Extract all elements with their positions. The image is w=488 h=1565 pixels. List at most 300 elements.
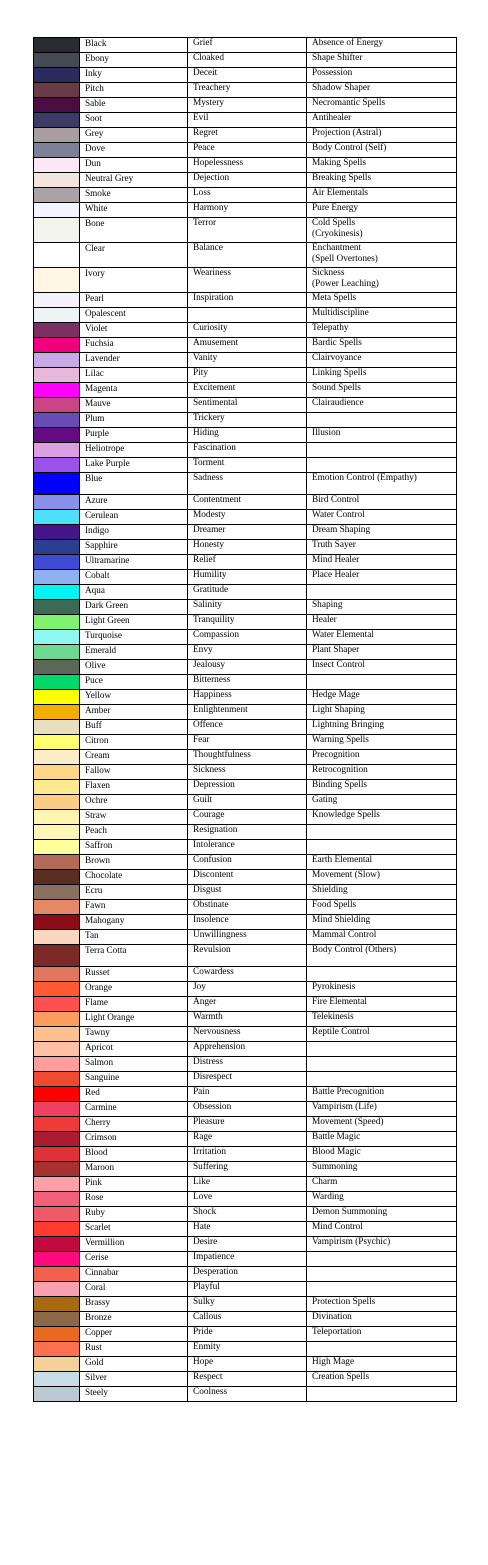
color-spell: Insect Control [307, 660, 457, 675]
color-emotion: Dejection [188, 173, 307, 188]
color-spell: Creation Spells [307, 1372, 457, 1387]
table-row [34, 510, 457, 525]
color-emotion: Hiding [188, 428, 307, 443]
color-spell: Necromantic Spells [307, 98, 457, 113]
color-swatch [34, 525, 80, 540]
swatch-chip [34, 338, 79, 352]
swatch-chip [34, 600, 79, 614]
swatch-chip [34, 615, 79, 629]
table-row [34, 1357, 457, 1372]
color-swatch [34, 840, 80, 855]
color-name: Tawny [80, 1027, 188, 1042]
color-spell: Telepathy [307, 323, 457, 338]
color-name: Lilac [80, 368, 188, 383]
color-emotion: Love [188, 1192, 307, 1207]
table-row [34, 458, 457, 473]
color-spell: Teleportation [307, 1327, 457, 1342]
table-row [34, 1282, 457, 1297]
table-row [34, 555, 457, 570]
color-emotion: Sulky [188, 1297, 307, 1312]
table-row [34, 1387, 457, 1402]
color-emotion: Bitterness [188, 675, 307, 690]
color-swatch [34, 915, 80, 930]
color-emotion: Inspiration [188, 293, 307, 308]
color-name: Opalescent [80, 308, 188, 323]
table-row [34, 1237, 457, 1252]
color-emotion: Tranquility [188, 615, 307, 630]
swatch-chip [34, 1177, 79, 1191]
table-row [34, 840, 457, 855]
color-swatch [34, 690, 80, 705]
table-row [34, 915, 457, 930]
color-emotion: Modesty [188, 510, 307, 525]
color-emotion: Callous [188, 1312, 307, 1327]
color-emotion: Insolence [188, 915, 307, 930]
color-spell: Shielding [307, 885, 457, 900]
swatch-chip [34, 1117, 79, 1131]
color-swatch [34, 458, 80, 473]
color-emotion: Rage [188, 1132, 307, 1147]
color-swatch [34, 645, 80, 660]
color-name: Gold [80, 1357, 188, 1372]
color-swatch [34, 495, 80, 510]
swatch-chip [34, 1057, 79, 1071]
color-swatch [34, 660, 80, 675]
color-name: Fawn [80, 900, 188, 915]
color-spell: Bird Control [307, 495, 457, 510]
color-emotion: Disgust [188, 885, 307, 900]
color-spell: Pure Energy [307, 203, 457, 218]
color-swatch [34, 1177, 80, 1192]
color-swatch [34, 98, 80, 113]
color-swatch [34, 1117, 80, 1132]
color-emotion: Humility [188, 570, 307, 585]
color-spell: Water Control [307, 510, 457, 525]
color-swatch [34, 705, 80, 720]
swatch-chip [34, 353, 79, 367]
table-row [34, 308, 457, 323]
color-swatch [34, 675, 80, 690]
color-name: Scarlet [80, 1222, 188, 1237]
color-name: Cinnabar [80, 1267, 188, 1282]
color-emotion: Hopelessness [188, 158, 307, 173]
table-row [34, 870, 457, 885]
swatch-chip [34, 900, 79, 914]
table-row [34, 855, 457, 870]
color-swatch [34, 1312, 80, 1327]
swatch-chip [34, 1267, 79, 1281]
color-swatch [34, 780, 80, 795]
color-emotion: Vanity [188, 353, 307, 368]
swatch-chip [34, 765, 79, 779]
color-swatch [34, 1057, 80, 1072]
color-emotion: Enmity [188, 1342, 307, 1357]
swatch-chip [34, 967, 79, 981]
color-name: Pitch [80, 83, 188, 98]
color-name: Mauve [80, 398, 188, 413]
table-row [34, 825, 457, 840]
color-name: Orange [80, 982, 188, 997]
swatch-chip [34, 1027, 79, 1041]
color-spell [307, 1342, 457, 1357]
color-spell: Body Control (Others) [307, 945, 457, 967]
color-name: Blood [80, 1147, 188, 1162]
color-swatch [34, 855, 80, 870]
color-spell: Gating [307, 795, 457, 810]
swatch-chip [34, 383, 79, 397]
color-swatch [34, 443, 80, 458]
table-row [34, 1132, 457, 1147]
color-spell: Food Spells [307, 900, 457, 915]
color-emotion: Happiness [188, 690, 307, 705]
color-swatch [34, 810, 80, 825]
color-emotion: Amusement [188, 338, 307, 353]
color-emotion: Anger [188, 997, 307, 1012]
swatch-chip [34, 203, 79, 217]
color-swatch [34, 765, 80, 780]
color-swatch [34, 1087, 80, 1102]
table-row [34, 38, 457, 53]
color-name: Indigo [80, 525, 188, 540]
color-name: Lake Purple [80, 458, 188, 473]
color-spell: Enchantment (Spell Overtones) [307, 243, 457, 268]
swatch-chip [34, 570, 79, 584]
swatch-chip [34, 997, 79, 1011]
color-swatch [34, 1297, 80, 1312]
color-swatch [34, 1237, 80, 1252]
color-emotion: Courage [188, 810, 307, 825]
color-spell: Air Elementals [307, 188, 457, 203]
color-emotion: Obsession [188, 1102, 307, 1117]
color-spell: Dream Shaping [307, 525, 457, 540]
swatch-chip [34, 68, 79, 82]
table-row [34, 1102, 457, 1117]
table-row [34, 413, 457, 428]
color-spell: Reptile Control [307, 1027, 457, 1042]
color-swatch [34, 173, 80, 188]
swatch-chip [34, 930, 79, 944]
table-row [34, 323, 457, 338]
color-emotion: Sadness [188, 473, 307, 495]
color-emotion: Apprehension [188, 1042, 307, 1057]
color-emotion: Unwillingness [188, 930, 307, 945]
color-spell [307, 1057, 457, 1072]
color-spell: Plant Shaper [307, 645, 457, 660]
color-emotion: Thoughtfulness [188, 750, 307, 765]
color-swatch [34, 383, 80, 398]
swatch-chip [34, 1237, 79, 1251]
color-spell: Demon Summoning [307, 1207, 457, 1222]
table-row [34, 353, 457, 368]
color-swatch [34, 188, 80, 203]
color-name: Citron [80, 735, 188, 750]
table-row [34, 1147, 457, 1162]
color-name: Clear [80, 243, 188, 268]
swatch-chip [34, 428, 79, 442]
color-name: Blue [80, 473, 188, 495]
color-swatch [34, 158, 80, 173]
color-spell [307, 413, 457, 428]
color-name: Black [80, 38, 188, 53]
color-emotion: Fear [188, 735, 307, 750]
color-emotion: Evil [188, 113, 307, 128]
color-emotion: Cloaked [188, 53, 307, 68]
color-name: Red [80, 1087, 188, 1102]
swatch-chip [34, 705, 79, 719]
color-emotion: Enlightenment [188, 705, 307, 720]
table-row [34, 645, 457, 660]
color-emotion: Coolness [188, 1387, 307, 1402]
swatch-chip [34, 720, 79, 734]
color-name: Pink [80, 1177, 188, 1192]
color-swatch [34, 323, 80, 338]
color-spell: Linking Spells [307, 368, 457, 383]
color-swatch [34, 413, 80, 428]
color-emotion: Salinity [188, 600, 307, 615]
color-spell [307, 1252, 457, 1267]
table-row [34, 113, 457, 128]
color-name: Cherry [80, 1117, 188, 1132]
color-name: Bone [80, 218, 188, 243]
color-spell: Light Shaping [307, 705, 457, 720]
color-name: Inky [80, 68, 188, 83]
table-row [34, 143, 457, 158]
color-swatch [34, 615, 80, 630]
color-emotion: Harmony [188, 203, 307, 218]
color-spell: Truth Sayer [307, 540, 457, 555]
swatch-chip [34, 795, 79, 809]
color-spell: Warding [307, 1192, 457, 1207]
color-emotion: Pity [188, 368, 307, 383]
color-name: Cerulean [80, 510, 188, 525]
swatch-chip [34, 1297, 79, 1311]
swatch-chip [34, 1102, 79, 1116]
swatch-chip [34, 443, 79, 457]
color-name: Peach [80, 825, 188, 840]
color-spell: Illusion [307, 428, 457, 443]
color-name: Tan [80, 930, 188, 945]
color-name: Turquoise [80, 630, 188, 645]
color-name: Crimson [80, 1132, 188, 1147]
table-row [34, 128, 457, 143]
table-row [34, 53, 457, 68]
color-name: Soot [80, 113, 188, 128]
color-name: Dark Green [80, 600, 188, 615]
color-spell: Binding Spells [307, 780, 457, 795]
color-swatch [34, 982, 80, 997]
color-name: Puce [80, 675, 188, 690]
color-name: Maroon [80, 1162, 188, 1177]
table-row [34, 383, 457, 398]
color-emotion: Desperation [188, 1267, 307, 1282]
color-emotion: Dreamer [188, 525, 307, 540]
color-name: Coral [80, 1282, 188, 1297]
color-name: Ultramarine [80, 555, 188, 570]
swatch-chip [34, 473, 79, 494]
color-swatch [34, 540, 80, 555]
color-name: Dove [80, 143, 188, 158]
color-name: Cerise [80, 1252, 188, 1267]
color-emotion: Desire [188, 1237, 307, 1252]
color-swatch [34, 555, 80, 570]
swatch-chip [34, 645, 79, 659]
color-emotion: Obstinate [188, 900, 307, 915]
color-name: Lavender [80, 353, 188, 368]
swatch-chip [34, 1282, 79, 1296]
color-name: Plum [80, 413, 188, 428]
color-spell [307, 443, 457, 458]
color-emotion: Distress [188, 1057, 307, 1072]
table-row [34, 795, 457, 810]
swatch-chip [34, 982, 79, 996]
swatch-chip [34, 1132, 79, 1146]
color-swatch [34, 428, 80, 443]
color-swatch [34, 997, 80, 1012]
color-spell: Charm [307, 1177, 457, 1192]
color-swatch [34, 1147, 80, 1162]
color-name: Neutral Grey [80, 173, 188, 188]
color-swatch [34, 53, 80, 68]
table-row [34, 218, 457, 243]
color-emotion: Joy [188, 982, 307, 997]
color-name: Russet [80, 967, 188, 982]
color-swatch [34, 203, 80, 218]
color-name: Fallow [80, 765, 188, 780]
color-swatch [34, 1012, 80, 1027]
swatch-chip [34, 630, 79, 644]
color-swatch [34, 1327, 80, 1342]
color-spell [307, 825, 457, 840]
color-spell: Emotion Control (Empathy) [307, 473, 457, 495]
swatch-chip [34, 1072, 79, 1086]
table-row [34, 203, 457, 218]
swatch-chip [34, 915, 79, 929]
color-swatch [34, 218, 80, 243]
color-emotion: Sickness [188, 765, 307, 780]
color-emotion: Guilt [188, 795, 307, 810]
color-name: Mahogany [80, 915, 188, 930]
color-spell: Meta Spells [307, 293, 457, 308]
color-spell: Clairaudience [307, 398, 457, 413]
color-swatch [34, 293, 80, 308]
color-name: Cobalt [80, 570, 188, 585]
color-emotion: Fascination [188, 443, 307, 458]
color-spell: Clairvoyance [307, 353, 457, 368]
color-emotion: Balance [188, 243, 307, 268]
color-swatch [34, 967, 80, 982]
color-emotion: Nervousness [188, 1027, 307, 1042]
color-swatch [34, 1387, 80, 1402]
color-spell: Place Healer [307, 570, 457, 585]
color-emotion: Envy [188, 645, 307, 660]
color-swatch [34, 1042, 80, 1057]
table-row [34, 810, 457, 825]
color-swatch [34, 870, 80, 885]
swatch-chip [34, 495, 79, 509]
table-row [34, 1327, 457, 1342]
color-swatch [34, 885, 80, 900]
color-spell: Vampirism (Life) [307, 1102, 457, 1117]
color-spell: Precognition [307, 750, 457, 765]
color-swatch [34, 825, 80, 840]
color-name: Brown [80, 855, 188, 870]
table-row [34, 997, 457, 1012]
color-swatch [34, 795, 80, 810]
color-swatch [34, 750, 80, 765]
swatch-chip [34, 825, 79, 839]
color-name: Violet [80, 323, 188, 338]
table-row [34, 1177, 457, 1192]
color-name: Magenta [80, 383, 188, 398]
color-emotion: Pleasure [188, 1117, 307, 1132]
color-name: Saffron [80, 840, 188, 855]
swatch-chip [34, 158, 79, 172]
color-name: Grey [80, 128, 188, 143]
color-name: Sanguine [80, 1072, 188, 1087]
color-name: Flaxen [80, 780, 188, 795]
color-emotion: Like [188, 1177, 307, 1192]
color-name: Fuchsia [80, 338, 188, 353]
color-swatch [34, 308, 80, 323]
color-spell: Hedge Mage [307, 690, 457, 705]
color-name: Ochre [80, 795, 188, 810]
color-swatch [34, 1102, 80, 1117]
table-row [34, 158, 457, 173]
color-emotion: Pain [188, 1087, 307, 1102]
color-name: Amber [80, 705, 188, 720]
swatch-chip [34, 1222, 79, 1236]
swatch-chip [34, 855, 79, 869]
color-spell: Mammal Control [307, 930, 457, 945]
swatch-chip [34, 1342, 79, 1356]
table-row [34, 1027, 457, 1042]
table-row [34, 630, 457, 645]
color-emotion: Respect [188, 1372, 307, 1387]
table-row [34, 690, 457, 705]
color-spell: Absence of Energy [307, 38, 457, 53]
color-name: Chocolate [80, 870, 188, 885]
swatch-chip [34, 870, 79, 884]
color-spell: Breaking Spells [307, 173, 457, 188]
table-row [34, 443, 457, 458]
color-spell: Pyrokinesis [307, 982, 457, 997]
swatch-chip [34, 555, 79, 569]
color-spell: Fire Elemental [307, 997, 457, 1012]
swatch-chip [34, 1012, 79, 1026]
color-spell: Healer [307, 615, 457, 630]
color-emotion: Curiosity [188, 323, 307, 338]
color-swatch [34, 1282, 80, 1297]
swatch-chip [34, 750, 79, 764]
color-spell: Shape Shifter [307, 53, 457, 68]
table-row [34, 1162, 457, 1177]
table-row [34, 473, 457, 495]
color-swatch [34, 473, 80, 495]
color-spell [307, 1042, 457, 1057]
table-row [34, 398, 457, 413]
color-spell: Mind Healer [307, 555, 457, 570]
color-name: Heliotrope [80, 443, 188, 458]
color-swatch [34, 368, 80, 383]
swatch-chip [34, 810, 79, 824]
swatch-chip [34, 1207, 79, 1221]
color-emotion: Peace [188, 143, 307, 158]
table-row [34, 293, 457, 308]
table-row [34, 900, 457, 915]
color-name: Vermillion [80, 1237, 188, 1252]
swatch-chip [34, 128, 79, 142]
color-spell: Multidiscipline [307, 308, 457, 323]
